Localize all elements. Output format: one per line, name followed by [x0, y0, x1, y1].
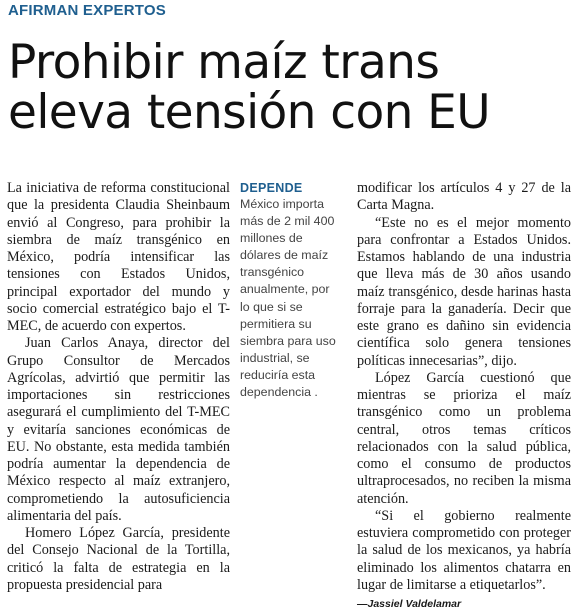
section-kicker: AFIRMAN EXPERTOS: [8, 2, 166, 19]
sidebar-body: México importa más de 2 mil 400 millones de dólares de maíz transgénico anualmente, por lo que si se permitiera su siembra para uso industrial, se reduciría esta dependencia .: [240, 197, 336, 400]
article-column-2: [357, 180, 571, 613]
paragraph: Juan Carlos Anaya, director del Grupo Consultor de Mercados Agrícolas, advirtió que permitir las importaciones sin restricciones asegurará el cumplimiento del T-MEC y evitaría sanciones económicas de EU. No obstante, esta medida también podría aumentar la dependencia de México respecto al maíz extranjero, comprometiendo la autosuficiencia alimentaria del país.: [7, 335, 230, 524]
paragraph: López García cuestionó que mientras se prioriza el maíz transgénico como un problema central, otros temas críticos relacionados con la salud pública, como el consumo de productos ultraprocesados, no reciben la misma atención.: [357, 369, 571, 507]
byline: —Jassiel Valdelamar: [357, 598, 462, 610]
paragraph: Homero López García, presidente del Consejo Nacional de la Tortilla, criticó la falta de estrategia en la propuesta presidencial para: [7, 525, 230, 593]
paragraph: “Este no es el mejor momento para confrontar a Estados Unidos. Estamos hablando de una industria que lleva más de 30 años usando maíz transgénico, desde harinas hasta forraje para la ganadería. Decir que este grano es dañino sin evidencia científica solo genera tensiones políticas innecesarias”, dijo.: [357, 214, 571, 369]
headline-line-1: Prohibir maíz trans: [8, 35, 440, 90]
sidebar-box: [240, 180, 340, 401]
sidebar-label: DEPENDE: [240, 181, 303, 195]
headline: [8, 35, 573, 140]
paragraph: “Si el gobierno realmente estuviera comprometido con proteger la salud de los mexicanos, ya habría eliminado los alimentos chatarra en lugar de limitarse a etiquetarlos”.: [357, 507, 571, 593]
headline-line-2: eleva tensión con EU: [8, 85, 491, 140]
paragraph: modificar los artículos 4 y 27 de la Carta Magna.: [357, 180, 571, 214]
paragraph: La iniciativa de reforma constitucional que la presidenta Claudia Sheinbaum envió al Congreso, para prohibir la siembra de maíz transgénico en México, podría intensificar las tensiones con Estados Unidos, principal exportador del mundo y socio comercial estratégico bajo el T-MEC, de acuerdo con expertos.: [7, 180, 230, 334]
article-column-1: [7, 180, 230, 594]
